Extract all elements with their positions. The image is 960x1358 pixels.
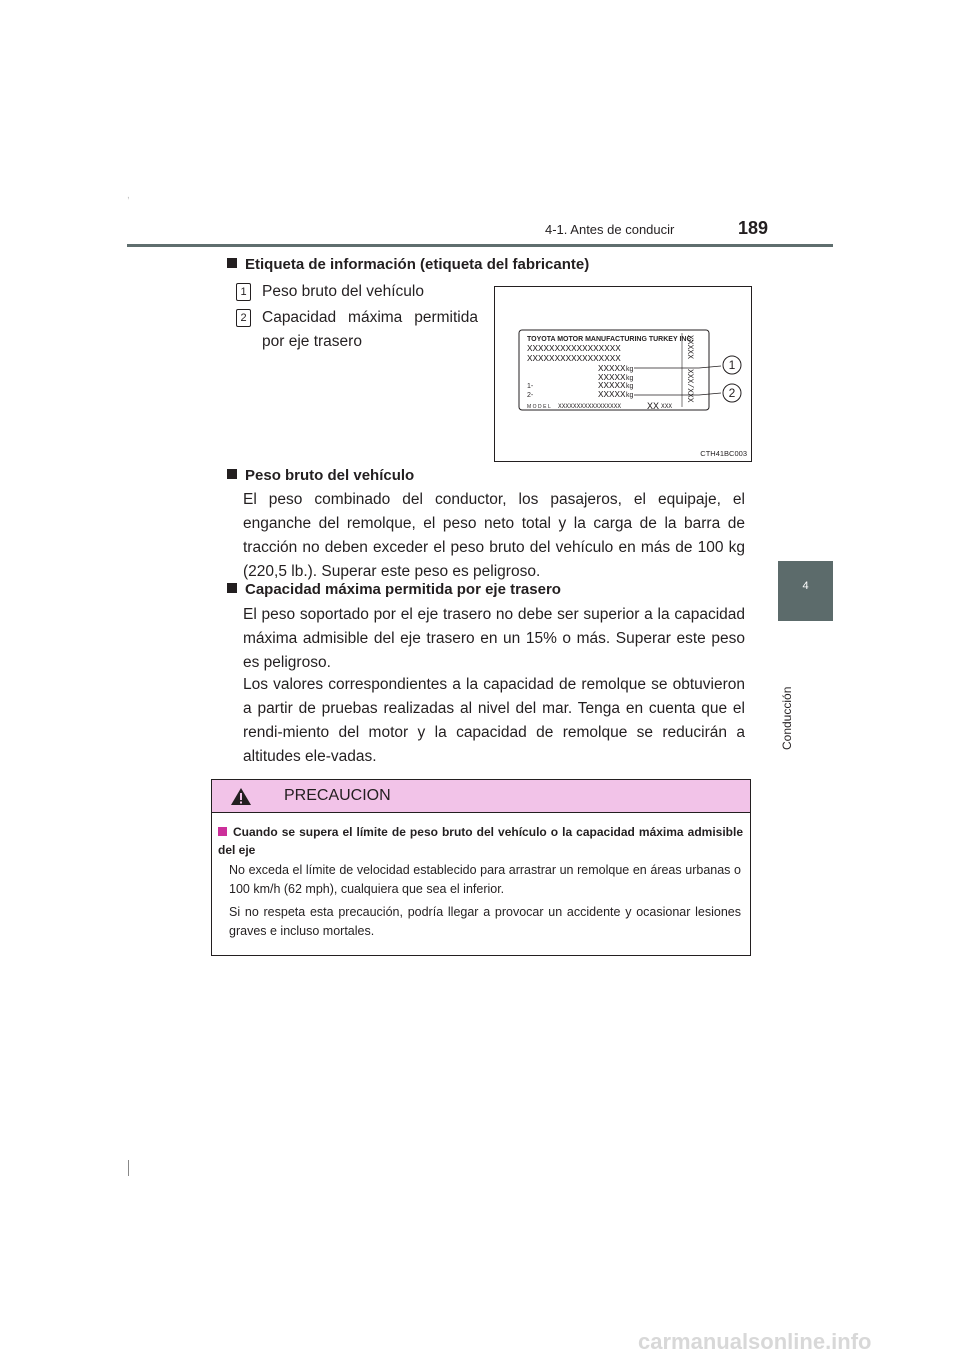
chapter-label: Conducción — [780, 686, 794, 750]
axle-paragraph-2: Los valores correspondientes a la capacidad de remolque se obtuvieron a partir de pruebas realizadas al nivel del mar. Tenga en cuenta que el rendi-miento del motor y la capacidad de remolque se reducirán a altitudes ele-vadas. — [243, 676, 745, 765]
page-number: 189 — [738, 218, 769, 238]
caution-heading-text: Cuando se supera el límite de peso bruto del vehículo o la capacidad máxima admisible del eje — [218, 825, 743, 857]
manufacturer-label-figure — [494, 286, 752, 462]
axle-paragraph-1: El peso soportado por el eje trasero no debe ser superior a la capacidad máxima admisible del eje trasero en un 15% o más. Superar este peso es peligroso. — [243, 606, 745, 671]
kg-value-4: XXXXX — [598, 389, 626, 400]
caution-box — [211, 779, 751, 956]
chapter-number: 4 — [802, 580, 809, 592]
caution-bullet — [218, 827, 227, 836]
footer-watermark: carmanualsonline.info — [638, 1329, 872, 1354]
model-label: MODEL — [527, 404, 553, 410]
caution-paragraph-1: No exceda el límite de velocidad establecido para arrastrar un remolque en áreas urbanas o 100 km/h (62 mph), cualquiera que sea el inferior. — [229, 863, 741, 896]
kg-value-2: XXXXX — [598, 372, 626, 383]
item-text-2: Capacidad máxima permitida por eje trasero — [262, 309, 478, 350]
model-code-small: XXX — [661, 403, 673, 410]
caution-title: PRECAUCION — [284, 787, 391, 804]
callout-line-1 — [634, 366, 721, 368]
label-section-heading-text: Etiqueta de información (etiqueta del fabricante) — [245, 256, 590, 273]
model-code-big: XX — [647, 402, 660, 413]
caution-paragraph-2: Si no respeta esta precaución, podría llegar a provocar un accidente y ocasionar lesiones graves e incluso mortales. — [229, 905, 741, 938]
label-section-heading — [227, 256, 589, 273]
label-manufacturer: TOYOTA MOTOR MANUFACTURING TURKEY INC. — [527, 336, 694, 343]
caution-heading — [218, 823, 743, 859]
chapter-tab — [778, 561, 833, 621]
bullet-square — [227, 469, 237, 479]
model-value: XXXXXXXXXXXXXXXXX — [558, 403, 622, 410]
callout-number-1: 1 — [728, 358, 736, 372]
section-title: 4-1. Antes de conducir — [545, 222, 675, 237]
item-number-2: 2 — [236, 309, 251, 327]
label-side-column-2: XXX/XXX — [685, 369, 694, 403]
kg-unit-4: kg — [626, 392, 634, 399]
gvw-heading — [227, 467, 414, 484]
caution-header — [212, 780, 750, 813]
header-rule — [127, 244, 833, 247]
item-text-1: Peso bruto del vehículo — [262, 283, 424, 300]
kg-prefix-4: 2- — [527, 392, 534, 399]
figure-code: CTH41BC003 — [700, 449, 747, 458]
kg-unit-1: kg — [626, 366, 634, 373]
gvw-heading-text: Peso bruto del vehículo — [245, 467, 415, 484]
callout-line-2 — [634, 393, 721, 395]
label-row-1: XXXXXXXXXXXXXXXXX — [527, 343, 621, 354]
label-row-2: XXXXXXXXXXXXXXXXX — [527, 353, 621, 364]
kg-prefix-3: 1- — [527, 383, 534, 390]
item-number-1: 1 — [236, 283, 251, 301]
kg-unit-2: kg — [626, 375, 634, 382]
axle-heading — [227, 581, 561, 598]
kg-unit-3: kg — [626, 383, 634, 390]
label-side-column-1: XXXXX — [685, 335, 694, 360]
bullet-square — [227, 583, 237, 593]
kg-value-3: XXXXX — [598, 380, 626, 391]
warning-icon — [230, 787, 252, 811]
kg-value-1: XXXXX — [598, 363, 626, 374]
label-illustration — [495, 287, 751, 461]
print-mark-line — [128, 1160, 129, 1176]
callout-number-2: 2 — [728, 386, 736, 400]
axle-heading-text: Capacidad máxima permitida por eje trasero — [245, 581, 561, 598]
kg-row-4 — [527, 389, 634, 400]
gvw-paragraph: El peso combinado del conductor, los pasajeros, el equipaje, el enganche del remolque, el peso neto total y la carga de la barra de tracción no deben exceder el peso bruto del vehículo en más de 100 kg (220,5 lb.). Superar este peso es peligroso. — [243, 491, 745, 580]
bullet-square — [227, 258, 237, 268]
print-mark: , — [127, 190, 130, 201]
